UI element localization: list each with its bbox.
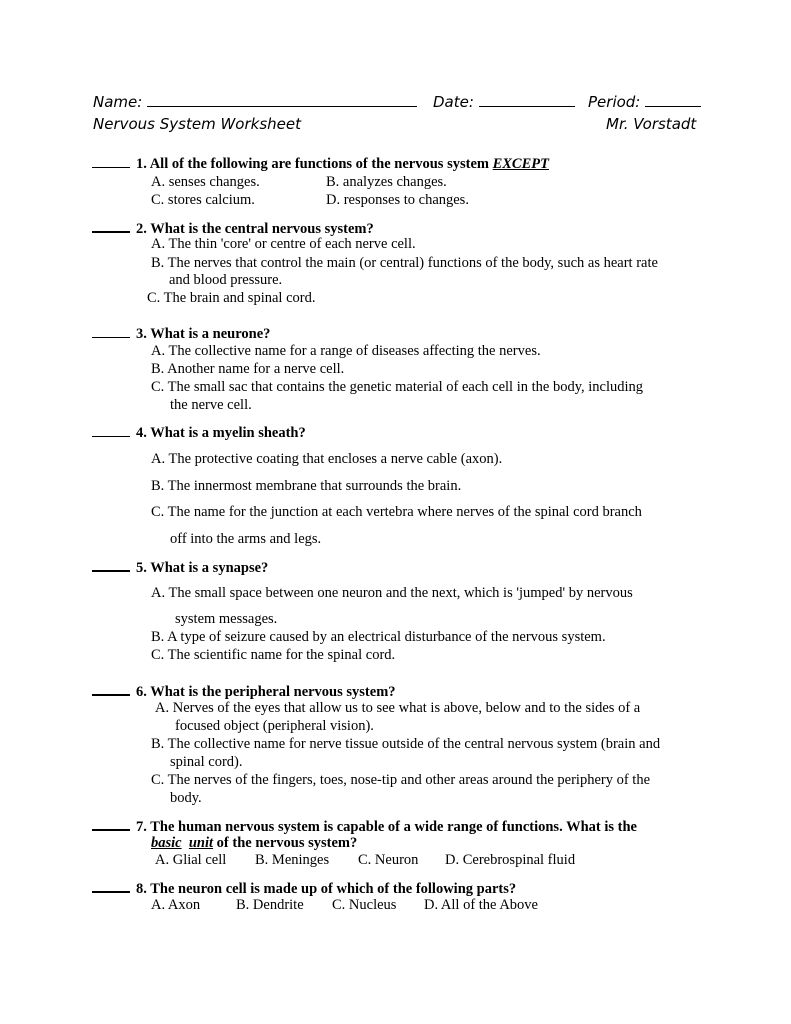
q1-option-d: D. responses to changes.: [326, 192, 469, 208]
q3-option-a: A. The collective name for a range of diseases affecting the nerves.: [151, 343, 541, 359]
q4-option-c: C. The name for the junction at each vertebra where nerves of the spinal cord branch: [151, 504, 642, 520]
question-7: [92, 817, 637, 836]
question-7-stem-line2: [151, 835, 357, 852]
question-7-stem: 7. The human nervous system is capable of a wide range of functions. What is the: [136, 819, 637, 835]
question-5: [92, 558, 268, 577]
q6-option-b: B. The collective name for nerve tissue outside of the central nervous system (brain and: [151, 736, 661, 752]
question-7-emph-unit: unit: [188, 835, 214, 851]
q4-option-c-cont: off into the arms and legs.: [170, 531, 322, 547]
q6-option-a: A. Nerves of the eyes that allow us to see what is above, below and to the sides of a: [155, 700, 641, 716]
q2-option-b-cont: and blood pressure.: [169, 272, 283, 288]
q6-option-c: C. The nerves of the fingers, toes, nose-tip and other areas around the periphery of the: [151, 772, 651, 788]
question-8: [92, 879, 516, 898]
question-1-stem: 1. All of the following are functions of the nervous system: [136, 156, 493, 172]
answer-blank-4[interactable]: [92, 424, 130, 437]
q1-option-a: A. senses changes.: [151, 174, 260, 190]
q4-option-b: B. The innermost membrane that surrounds the brain.: [151, 478, 462, 494]
q2-option-b: B. The nerves that control the main (or central) functions of the body, such as heart rate: [151, 255, 658, 271]
answer-blank-2[interactable]: [92, 219, 130, 233]
q5-option-b: B. A type of seizure caused by an electrical disturbance of the nervous system.: [151, 629, 606, 645]
q8-option-d: D. All of the Above: [424, 897, 538, 913]
q7-option-c: C. Neuron: [358, 852, 419, 868]
answer-blank-8[interactable]: [92, 879, 130, 893]
date-blank[interactable]: [479, 92, 575, 107]
answer-blank-7[interactable]: [92, 817, 130, 831]
answer-blank-1[interactable]: [92, 155, 130, 168]
q4-option-a: A. The protective coating that encloses a nerve cable (axon).: [151, 451, 503, 467]
question-2-stem: 2. What is the central nervous system?: [136, 221, 374, 237]
question-7-emph-basic: basic: [151, 835, 182, 851]
answer-blank-5[interactable]: [92, 558, 130, 572]
q3-option-b: B. Another name for a nerve cell.: [151, 361, 345, 377]
teacher-name: Mr. Vorstadt: [606, 115, 697, 133]
question-3-stem: 3. What is a neurone?: [136, 326, 271, 342]
q3-option-c-cont: the nerve cell.: [170, 397, 252, 413]
question-6: [92, 682, 396, 701]
name-blank[interactable]: [147, 92, 417, 107]
q8-option-b: B. Dendrite: [236, 897, 304, 913]
period-field: [588, 92, 701, 111]
period-blank[interactable]: [645, 92, 701, 107]
q7-option-b: B. Meninges: [255, 852, 330, 868]
q3-option-c: C. The small sac that contains the genetic material of each cell in the body, including: [151, 379, 644, 395]
question-4-stem: 4. What is a myelin sheath?: [136, 425, 306, 441]
answer-blank-3[interactable]: [92, 325, 130, 338]
question-4: [92, 424, 306, 442]
question-3: [92, 325, 270, 343]
date-field: [433, 92, 575, 111]
worksheet-title: Nervous System Worksheet: [93, 115, 301, 133]
q8-option-a: A. Axon: [151, 897, 201, 913]
q1-option-b: B. analyzes changes.: [326, 174, 447, 190]
q6-option-c-cont: body.: [170, 790, 202, 806]
q5-option-c: C. The scientific name for the spinal cord.: [151, 647, 396, 663]
q8-option-c: C. Nucleus: [332, 897, 397, 913]
name-field: [93, 92, 417, 111]
question-6-stem: 6. What is the peripheral nervous system?: [136, 684, 396, 700]
q2-option-a: A. The thin 'core' or centre of each nerve cell.: [151, 236, 416, 252]
q5-option-a-cont: system messages.: [175, 611, 278, 627]
q7-option-a: A. Glial cell: [155, 852, 227, 868]
q6-option-a-cont: focused object (peripheral vision).: [175, 718, 374, 734]
q6-option-b-cont: spinal cord).: [170, 754, 243, 770]
q7-option-d: D. Cerebrospinal fluid: [445, 852, 576, 868]
q2-option-c: C. The brain and spinal cord.: [147, 290, 316, 306]
question-7-stem-end: of the nervous system?: [213, 835, 358, 851]
name-label: Name:: [93, 93, 143, 111]
question-5-stem: 5. What is a synapse?: [136, 560, 269, 576]
date-label: Date:: [433, 93, 474, 111]
answer-blank-6[interactable]: [92, 682, 130, 696]
question-1-emph: EXCEPT: [492, 156, 549, 172]
question-8-stem: 8. The neuron cell is made up of which of the following parts?: [136, 881, 517, 897]
period-label: Period:: [588, 93, 641, 111]
question-1: [92, 155, 549, 173]
q5-option-a: A. The small space between one neuron and the next, which is 'jumped' by nervous: [151, 585, 633, 601]
q1-option-c: C. stores calcium.: [151, 192, 255, 208]
